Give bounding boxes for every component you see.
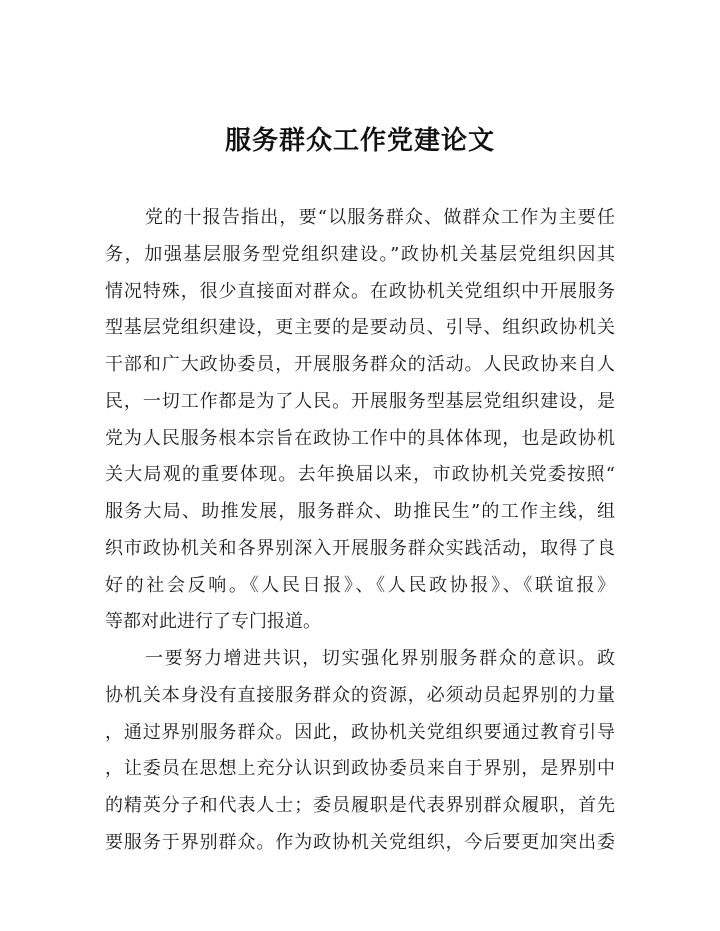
text-line: 服务大局、助推发展，服务群众、助推民生”的工作主线，组 — [105, 501, 615, 522]
text-line: 等都对此进行了专门报道。 — [105, 611, 321, 633]
text-line: 要服务于界别群众。作为政协机关党组织，今后要更加突出委 — [105, 831, 615, 853]
text-line: ，通过界别服务群众。因此，政协机关党组织要通过教育引导 — [105, 721, 615, 743]
document-body — [105, 200, 615, 862]
text-line: 一要努力增进共识，切实强化界别服务群众的意识。政 — [145, 648, 615, 669]
text-line: 党的十报告指出，要“以服务群众、做群众工作为主要任 — [145, 207, 615, 228]
text-line: 干部和广大政协委员，开展服务群众的活动。人民政协来自人 — [105, 354, 615, 375]
text-line: ，让委员在思想上充分认识到政协委员来自于界别，是界别中 — [105, 758, 615, 780]
text-line: 织市政协机关和各界别深入开展服务群众实践活动，取得了良 — [105, 537, 615, 559]
text-line: 的精英分子和代表人士；委员履职是代表界别群众履职，首先 — [105, 795, 615, 816]
text-line: 型基层党组织建设，更主要的是要动员、引导、组织政协机关 — [105, 317, 615, 339]
paragraph — [105, 641, 615, 862]
text-line: 务，加强基层服务型党组织建设。”政协机关基层党组织因其 — [105, 243, 615, 265]
text-line: 民，一切工作都是为了人民。开展服务型基层党组织建设，是 — [105, 390, 615, 412]
text-line: 好的社会反响。《人民日报》、《人民政协报》、《联谊报》 — [105, 574, 615, 596]
paragraph — [105, 200, 615, 641]
text-line: 党为人民服务根本宗旨在政协工作中的具体体现，也是政协机 — [105, 427, 615, 449]
document-title: 服务群众工作党建论文 — [224, 126, 495, 156]
text-line: 协机关本身没有直接服务群众的资源，必须动员起界别的力量 — [105, 684, 615, 706]
text-line: 关大局观的重要体现。去年换届以来，市政协机关党委按照“ — [105, 464, 615, 486]
text-line: 情况特殊，很少直接面对群众。在政协机关党组织中开展服务 — [105, 280, 615, 302]
